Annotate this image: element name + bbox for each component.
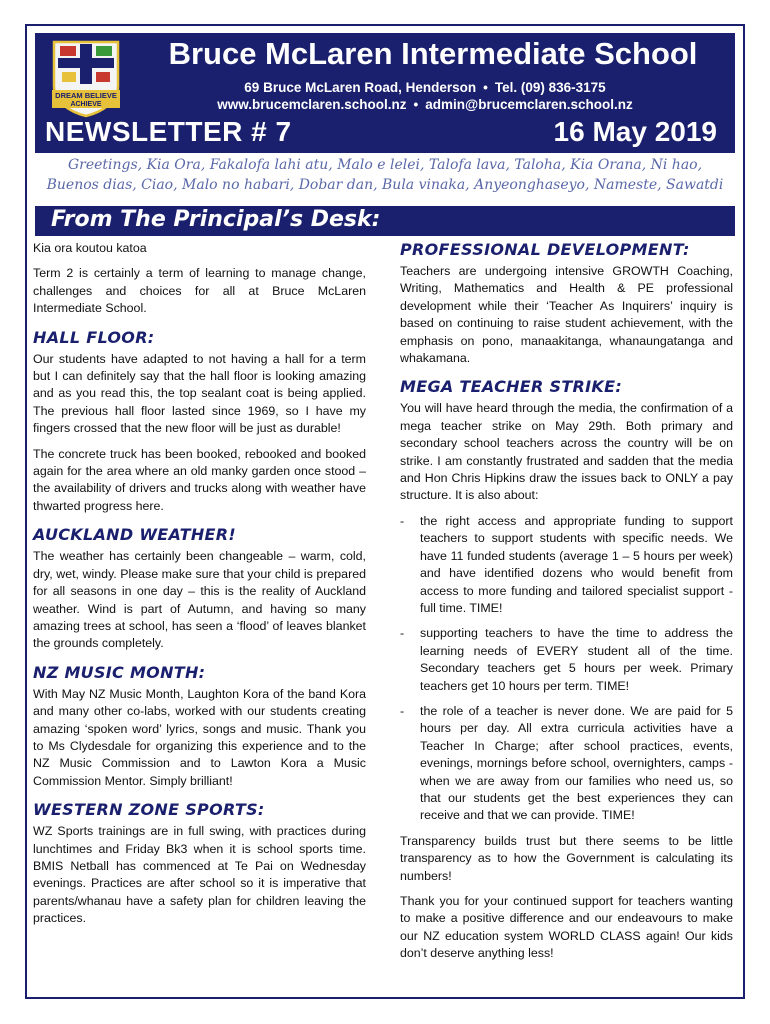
school-email-link[interactable]: admin@brucemclaren.school.nz xyxy=(425,97,633,112)
transparency-paragraph: Transparency builds trust but there seems to be little transparency as to how the Government is calculating its numbers! xyxy=(400,833,733,883)
hall-floor-heading: HALL FLOOR: xyxy=(33,327,155,347)
teacher-strike-heading: MEGA TEACHER STRIKE: xyxy=(400,377,623,397)
left-column xyxy=(33,240,366,936)
contact-line-web xyxy=(185,97,665,112)
list-item: - the role of a teacher is never done. We are paid for 5 hours per day. All extra curricula activities have a Teacher In Charge; after school practices, events, evenings, mornings before school, overnighters, camps - when we are away from our families who need us, so that our students get the best experiences they can receive and that we can provide. TIME! xyxy=(400,703,733,825)
crest-motto-line1: DREAM BELIEVE xyxy=(55,91,117,100)
professional-development-heading: PROFESSIONAL DEVELOPMENT: xyxy=(400,240,690,259)
strike-issues-list xyxy=(400,513,733,825)
school-website-link[interactable]: www.brucemclaren.school.nz xyxy=(217,97,407,112)
intro-greeting: Kia ora koutou katoa xyxy=(33,241,147,255)
term-paragraph: Term 2 is certainly a term of learning to manage change, challenges and choices for all at Bruce McLaren Intermediate School. xyxy=(33,266,366,316)
teacher-strike-paragraph-1: You will have heard through the media, the confirmation of a mega teacher strike on May 29th. Both primary and secondary school teachers across the country will be on strike. I am constantly frustrated and sadden that the media and Hon Chris Hipkins draw the issues back to ONLY a pay structure. It is also about: xyxy=(400,401,733,503)
crest-motto-line2: ACHIEVE xyxy=(70,101,102,108)
newsletter-date: 16 May 2019 xyxy=(553,116,717,147)
hall-floor-paragraph-2: The concrete truck has been booked, rebooked and booked again for the area where an old manky garden once stood – the availability of drivers and trucks along with weather have thwarted progress here. xyxy=(33,446,366,513)
school-name: Bruce McLaren Intermediate School xyxy=(168,36,698,71)
newsletter-number: NEWSLETTER # 7 xyxy=(45,116,292,147)
list-item: - the right access and appropriate funding to support teachers to support students with specific needs. We have 11 funded students (average 1 – 5 hours per week) and have identified dozens who would benefit from access to more funding and tailored specialist support - full time. TIME! xyxy=(400,513,733,617)
western-zone-heading: WESTERN ZONE SPORTS: xyxy=(33,800,265,820)
contact-line-address xyxy=(185,80,665,95)
auckland-weather-heading: AUCKLAND WEATHER! xyxy=(33,525,236,545)
principals-desk-title: From The Principal’s Desk: xyxy=(51,207,381,232)
greetings-line-1: Greetings, Kia Ora, Fakalofa lahi atu, Malo e lelei, Talofa lava, Taloha, Kia Orana, Ni hao, xyxy=(67,157,703,173)
school-phone: Tel. (09) 836-3175 xyxy=(494,80,606,95)
right-column xyxy=(400,240,733,971)
greetings-line-2: Buenos dias, Ciao, Malo no habari, Dobar dan, Bula vinaka, Anyeonghaseyo, Nameste, Sawatdi xyxy=(46,177,724,193)
western-zone-paragraph: WZ Sports trainings are in full swing, with practices during lunchtimes and Friday Bk3 when it is school sports time. BMIS Netball has commenced at Te Pai on Wednesday evenings. Practices are after school so it is imperative that parents/whanau have a safety plan for children leaving the practices. xyxy=(33,824,366,926)
section-banner xyxy=(35,206,735,236)
school-address: 69 Bruce McLaren Road, Henderson xyxy=(244,80,477,95)
contact-separator: • xyxy=(483,80,488,95)
music-month-paragraph: With May NZ Music Month, Laughton Kora of the band Kora and many other co-labs, worked with our students creating amazing ‘spoken word’ lyrics, songs and music. Thank you to Ms Clydesdale for organizing this experience and to the NZ Music Commission and to Lawton Kora a Music Commission Mentor. Simply brilliant! xyxy=(33,686,366,788)
thank-you-paragraph: Thank you for your continued support for teachers wanting to make a positive difference and our endeavours to make our NZ education system WORLD CLASS again! Our kids don’t deserve anything less! xyxy=(400,894,733,961)
hall-floor-paragraph-1: Our students have adapted to not having a hall for a term but I can definitely say that the hall floor is looking amazing and as you read this, the top sealant coat is being applied. The previous hall floor lasted since 1969, so I have my fingers crossed that the new floor will be just as durable! xyxy=(33,351,366,436)
music-month-heading: NZ MUSIC MONTH: xyxy=(33,662,206,682)
masthead xyxy=(35,33,735,153)
professional-development-paragraph: Teachers are undergoing intensive GROWTH Coaching, Writing, Mathematics and Health & PE professional development while their ‘Teacher As Inquirers’ inquiry is based on continuing to raise student achievement, with the emphasis on pono, manaakitanga, whanaungatanga and whakamana. xyxy=(400,264,733,366)
school-crest-logo xyxy=(50,38,122,118)
contact-separator: • xyxy=(413,97,419,112)
list-item: - supporting teachers to have the time to address the learning needs of EVERY student all of the time. Secondary teachers get 5 hours per week. Primary teachers get 10 hours per term. TIME! xyxy=(400,625,733,695)
auckland-weather-paragraph: The weather has certainly been changeable – warm, cold, dry, wet, windy. Please make sure that your child is prepared for all seasons in one day – this is the reality of Auckland weather. Wind is part of Autumn, and having so many amazing trees at school, has seen a ‘flood’ of leaves blanket the grounds completely. xyxy=(33,549,366,651)
